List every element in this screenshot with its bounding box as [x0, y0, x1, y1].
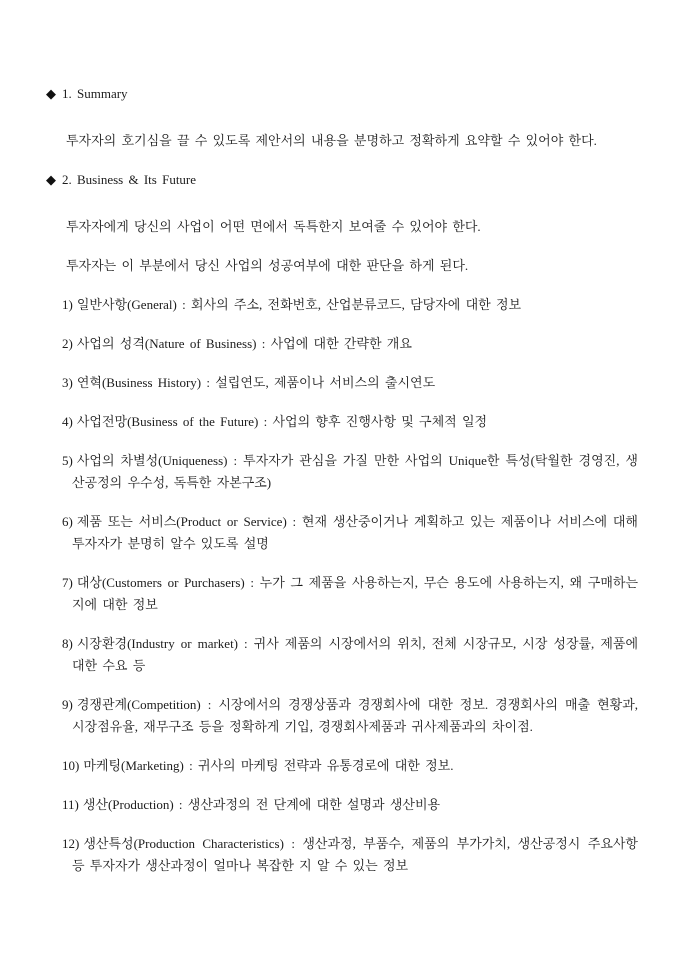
list-item: [62, 633, 638, 677]
list-item-number: 1): [62, 297, 73, 312]
list-item-text: 시장환경(Industry or market) : 귀사 제품의 시장에서의 위치, 전체 시장규모, 시장 성장률, 제품에 대한 수요 등: [72, 636, 638, 673]
list-item: [62, 294, 638, 316]
list-item: [62, 794, 638, 816]
list-item-text: 일반사항(General) : 회사의 주소, 전화번호, 산업분류코드, 담당자에 대한 정보: [76, 297, 522, 312]
list-item: [62, 694, 638, 738]
list-item: [62, 450, 638, 494]
list-item: [62, 372, 638, 394]
list-item-text: 사업전망(Business of the Future) : 사업의 향후 진행사항 및 구체적 일정: [76, 414, 488, 429]
list-item-number: 10): [62, 758, 80, 773]
list-item-text: 생산특성(Production Characteristics) : 생산과정, 부품수, 제품의 부가가치, 생산공정시 주요사항 등 투자자가 생산과정이 얼마나 복잡한 지 알 수 있는 정보: [72, 836, 638, 873]
list-item-number: 9): [62, 697, 73, 712]
section-heading-business: [46, 169, 638, 191]
list-item: [62, 572, 638, 616]
diamond-bullet-icon: ◆: [46, 172, 56, 187]
list-item-number: 7): [62, 575, 73, 590]
paragraph: 투자자의 호기심을 끌 수 있도록 제안서의 내용을 분명하고 정확하게 요약할 수 있어야 한다.: [66, 133, 597, 148]
list-item-number: 6): [62, 514, 73, 529]
list-item: [62, 755, 638, 777]
list-item-text: 사업의 성격(Nature of Business) : 사업에 대한 간략한 개요: [76, 336, 412, 351]
list-item-number: 4): [62, 414, 73, 429]
list-item: [62, 333, 638, 355]
section-heading-label: 2. Business & Its Future: [62, 172, 197, 187]
diamond-bullet-icon: ◆: [46, 86, 56, 101]
list-item-text: 제품 또는 서비스(Product or Service) : 현재 생산중이거나 계획하고 있는 제품이나 서비스에 대해 투자자가 분명히 알수 있도록 설명: [72, 514, 638, 551]
list-item-text: 대상(Customers or Purchasers) : 누가 그 제품을 사용하는지, 무슨 용도에 사용하는지, 왜 구매하는 지에 대한 정보: [72, 575, 638, 612]
list-item-text: 생산(Production) : 생산과정의 전 단계에 대한 설명과 생산비용: [82, 797, 441, 812]
list-item: [62, 511, 638, 555]
list-item-number: 12): [62, 836, 80, 851]
list-item-text: 연혁(Business History) : 설립연도, 제품이나 서비스의 출시연도: [76, 375, 436, 390]
list-item-text: 경쟁관계(Competition) : 시장에서의 경쟁상품과 경쟁회사에 대한 정보. 경쟁회사의 매출 현황과, 시장점유율, 재무구조 등을 정확하게 기입, 경쟁회사제품과 귀사제품과의 차이점.: [72, 697, 638, 734]
list-item: [62, 833, 638, 877]
list-item-number: 11): [62, 797, 79, 812]
paragraph: 투자자는 이 부분에서 당신 사업의 성공여부에 대한 판단을 하게 된다.: [66, 258, 469, 273]
section-heading-label: 1. Summary: [62, 86, 128, 101]
paragraph: 투자자에게 당신의 사업이 어떤 면에서 독특한지 보여줄 수 있어야 한다.: [66, 219, 481, 234]
list-item-number: 8): [62, 636, 73, 651]
list-item-number: 3): [62, 375, 73, 390]
list-item-text: 사업의 차별성(Uniqueness) : 투자자가 관심을 가질 만한 사업의 Unique한 특성(탁월한 경영진, 생산공정의 우수성, 독특한 자본구조): [72, 453, 638, 490]
list-item-number: 2): [62, 336, 73, 351]
list-item-number: 5): [62, 453, 73, 468]
list-item-text: 마케팅(Marketing) : 귀사의 마케팅 전략과 유통경로에 대한 정보.: [83, 758, 454, 773]
section-heading-summary: [46, 83, 638, 105]
list-item: [62, 411, 638, 433]
